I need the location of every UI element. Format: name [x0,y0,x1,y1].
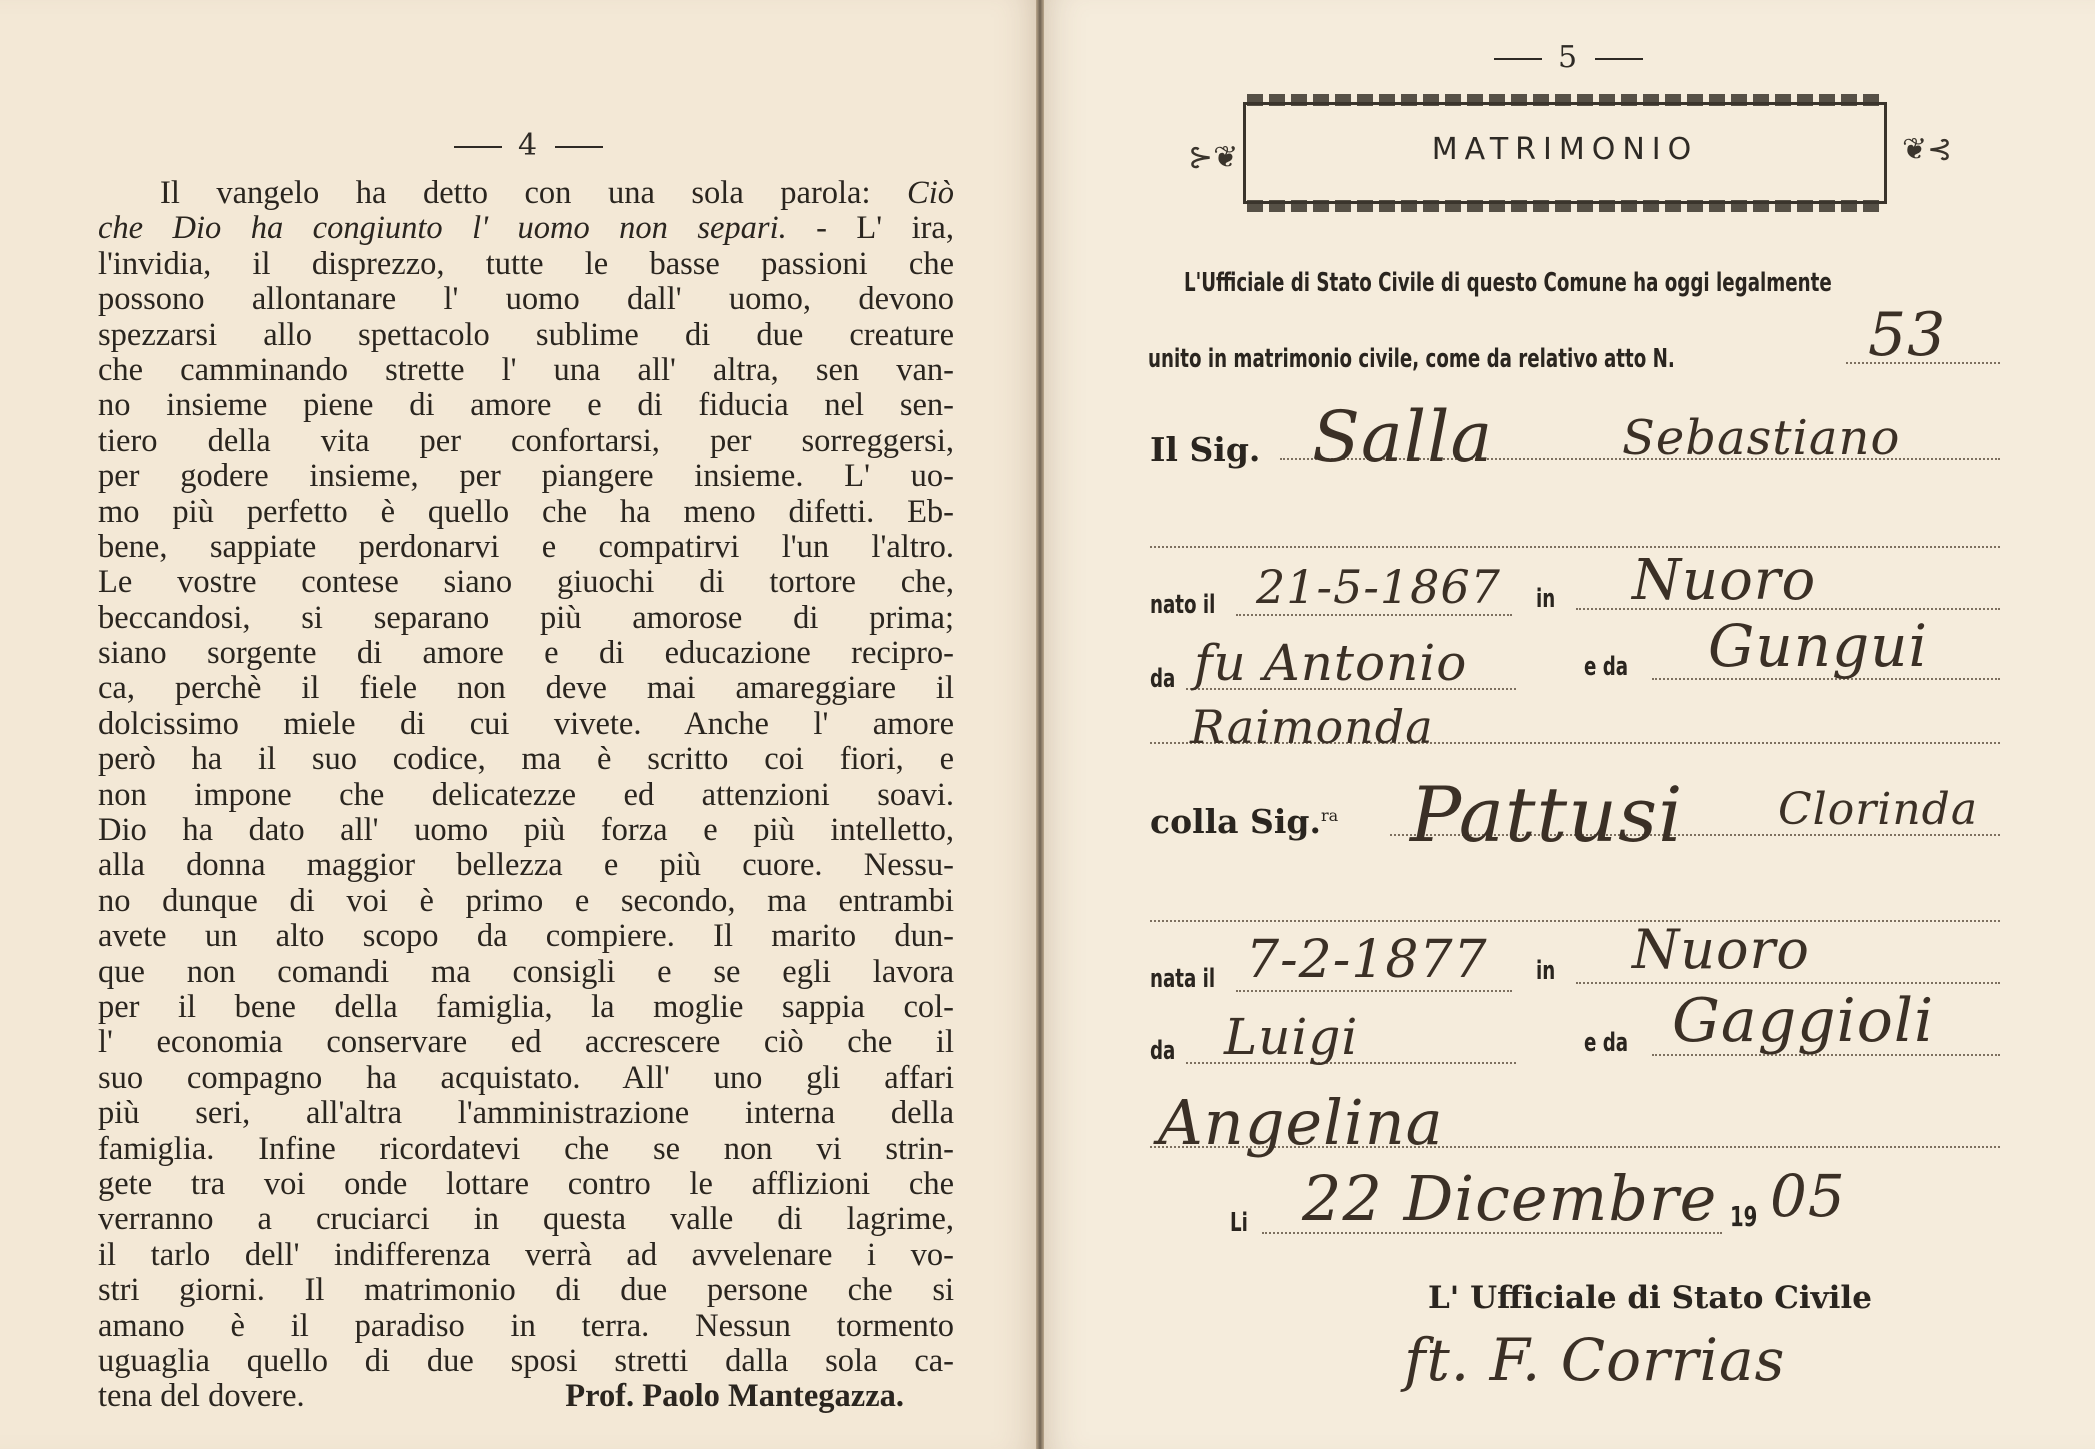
text-line: più seri, all'altra l'amministrazione interna della [98,1095,954,1132]
matrimonio-header [1233,94,1897,212]
year-prefix: 19 [1730,1200,1758,1233]
text-line: siano sorgente di amore e di educazione recipro- [98,635,954,672]
bride-name: Clorinda [1778,784,1979,835]
text-line: Le vostre contese siano giuochi di tortore che, [98,564,954,601]
text-line: il tarlo dell' indifferenza verrà ad avvelenare i vo- [98,1236,954,1273]
bride-mother-surname: Gaggioli [1672,986,1935,1056]
text-line: Il vangelo ha detto con una sola parola: Ciò [160,175,954,211]
groom-label: Il Sig. [1150,430,1261,469]
text-line: tiero della vita per confortarsi, per sorreggersi, [98,422,954,459]
section-title: MATRIMONIO [1431,132,1699,167]
bride-label: colla Sig.$^{ra}$ [1150,802,1339,841]
ornament-left-icon: ⊱❦ [1188,140,1239,175]
ornament-right-icon: ❦⊰ [1902,132,1953,167]
groom-birth-place: Nuoro [1632,548,1817,613]
text-line: che camminando strette l' una all' altra, sen van- [98,351,954,388]
bride-father: Luigi [1224,1008,1359,1066]
text-line: che Dio ha congiunto l' uomo non separi. - L' ira, [98,210,954,247]
text-line: verranno a cruciarci in questa valle di lagrime, [98,1201,954,1238]
groom-name: Sebastiano [1622,410,1901,466]
bride-birth-place: Nuoro [1632,918,1810,981]
text-line: no dunque di voi è primo e secondo, ma entrambi [98,882,954,919]
text-line: però ha il suo codice, ma è scritto coi fiori, e [98,741,954,778]
text-line: suo compagno ha acquistato. All' uno gli affari [98,1059,954,1096]
bride-birth-date: 7-2-1877 [1246,930,1488,990]
officer-title: L' Ufficiale di Stato Civile [1428,1280,1872,1316]
text-line: Dio ha dato all' uomo più forza e più intelletto, [98,812,954,849]
text-line: famiglia. Infine ricordatevi che se non vi strin- [98,1130,954,1167]
nato-label: nato il [1150,590,1216,620]
groom-mother-name: Raimonda [1190,700,1434,754]
text-line: ca, perchè il fiele non deve mai amareggiare il [98,670,954,707]
text-line: l' economia conservare ed accrescere ciò che il [98,1024,954,1061]
text-line: que non comandi ma consigli e se egli lavora [98,953,954,990]
intro-line-1: L'Ufficiale di Stato Civile di questo Comune ha oggi legalmente [1184,268,1832,298]
nata-label: nata il [1150,964,1216,994]
atto-number: 53 [1868,300,1947,370]
text-line: bene, sappiate perdonarvi e compatirvi l'un l'altro. [98,528,954,565]
text-line: amano è il paradiso in terra. Nessun tormento [98,1307,954,1344]
bride-surname: Pattusi [1410,770,1684,859]
text-line: stri giorni. Il matrimonio di due persone che si [98,1272,954,1309]
groom-father: fu Antonio [1194,634,1468,692]
da-label-2: da [1150,1036,1176,1066]
text-line: per godere insieme, per piangere insieme. L' uo- [98,458,954,495]
text-line: possono allontanare l' uomo dall' uomo, devono [98,281,954,318]
text-line: l'invidia, il disprezzo, tutte le basse passioni che [98,245,954,282]
in-label-2: in [1536,956,1556,986]
marriage-date: 22 Dicembre [1302,1162,1718,1235]
text-line: non impone che delicatezze ed attenzioni soavi. [98,776,954,813]
text-line: per il bene della famiglia, la moglie sappia col- [98,988,954,1025]
da-label-1: da [1150,664,1176,694]
text-line: spezzarsi allo spettacolo sublime di due creature [98,316,954,353]
text-line: dolcissimo miele di cui vivete. Anche l' amore [98,705,954,742]
groom-surname: Salla [1312,396,1494,478]
text-line: no insieme piene di amore e di fiducia nel sen- [98,387,954,424]
in-label-1: in [1536,584,1556,614]
text-line: alla donna maggior bellezza e più cuore. Nessu- [98,847,954,884]
groom-mother-surname: Gungui [1708,612,1929,680]
year-suffix: 05 [1770,1162,1846,1230]
text-line: uguaglia quello di due sposi stretti dalla sola ca- [98,1342,954,1379]
book-gutter [1036,0,1044,1449]
text-line: beccandosi, si separano più amorose di prima; [98,599,954,636]
officer-signature: ft. F. Corrias [1404,1326,1786,1394]
e-da-label-1: e da [1584,652,1629,682]
author-credit: Prof. Paolo Mantegazza. [565,1378,904,1415]
text-line: avete un alto scopo da compiere. Il marito dun- [98,918,954,955]
groom-birth-date: 21-5-1867 [1256,560,1501,614]
e-da-label-2: e da [1584,1028,1629,1058]
page-number-right: 5 [1478,40,1659,75]
text-line: gete tra voi onde lottare contro le afflizioni che [98,1165,954,1202]
text-line: tena del dovere. Prof. Paolo Mantegazza. [98,1378,904,1415]
li-label: Li [1230,1208,1248,1238]
bride-mother-name: Angelina [1158,1086,1444,1159]
intro-line-2: unito in matrimonio civile, come da relativo atto N. [1148,344,1675,374]
page-number-left: 4 [438,128,619,163]
essay-text [98,176,954,1415]
text-line: mo più perfetto è quello che ha meno difetti. Eb- [98,493,954,530]
